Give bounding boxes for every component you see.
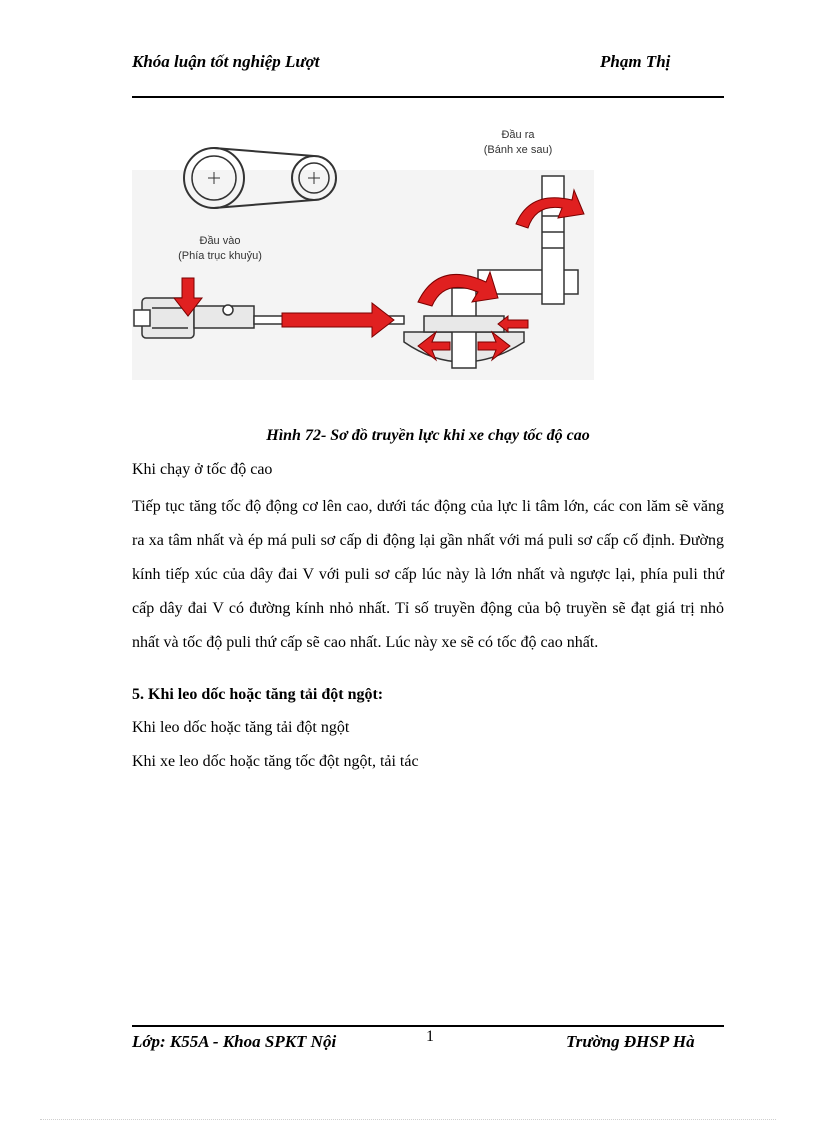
section-heading: 5. Khi leo dốc hoặc tăng tải đột ngột: (132, 686, 384, 703)
footer-rule (132, 1025, 724, 1027)
secondary-plate (424, 316, 504, 332)
body-paragraph: Tiếp tục tăng tốc độ động cơ lên cao, dưới tác động của lực li tâm lớn, các con lăm sẽ văng ra xa tâm nhất và ép má puli sơ cấp di động lại gần nhất với má puli sơ cấp cố định. Đường kính tiếp xúc của dây đai V với puli sơ cấp lúc này là lớn nhất và ngược lại, phía puli thứ cấp dây đai V có đường kính nhỏ nhất. Tỉ số truyền động của bộ truyền sẽ đạt giá trị nhỏ nhất và tốc độ puli thứ cấp sẽ cao nhất. Lúc này xe sẽ có tốc độ cao nhất. (132, 498, 724, 651)
primary-flange (134, 310, 150, 326)
label-output-2: (Bánh xe sau) (483, 144, 553, 156)
label-output-1: Đầu ra (501, 129, 535, 141)
text-line-climbing: Khi leo dốc hoặc tăng tải đột ngột (132, 719, 350, 736)
output-shaft (542, 176, 564, 304)
figure-caption: Hình 72- Sơ đồ truyền lực khi xe chạy tốc độ cao (266, 427, 590, 444)
header-left: Khóa luận tốt nghiệp Lượt (132, 52, 320, 71)
header-right: Phạm Thị (600, 52, 671, 71)
diagram-svg (132, 120, 602, 388)
footer-left: Lớp: K55A - Khoa SPKT Nội (132, 1032, 337, 1051)
figure-power-transmission-diagram (132, 120, 602, 388)
page-number: 1 (426, 1028, 434, 1045)
text-line-high-speed: Khi chạy ở tốc độ cao (132, 461, 273, 478)
bottom-dotted-line (40, 1119, 776, 1120)
header-rule (132, 96, 724, 98)
label-input-2: (Phía trục khuỷu) (178, 250, 262, 262)
text-line-climbing-detail: Khi xe leo dốc hoặc tăng tốc đột ngột, tải tác (132, 753, 419, 770)
footer-right: Trường ĐHSP Hà (566, 1032, 695, 1051)
label-input-1: Đầu vào (199, 235, 241, 247)
